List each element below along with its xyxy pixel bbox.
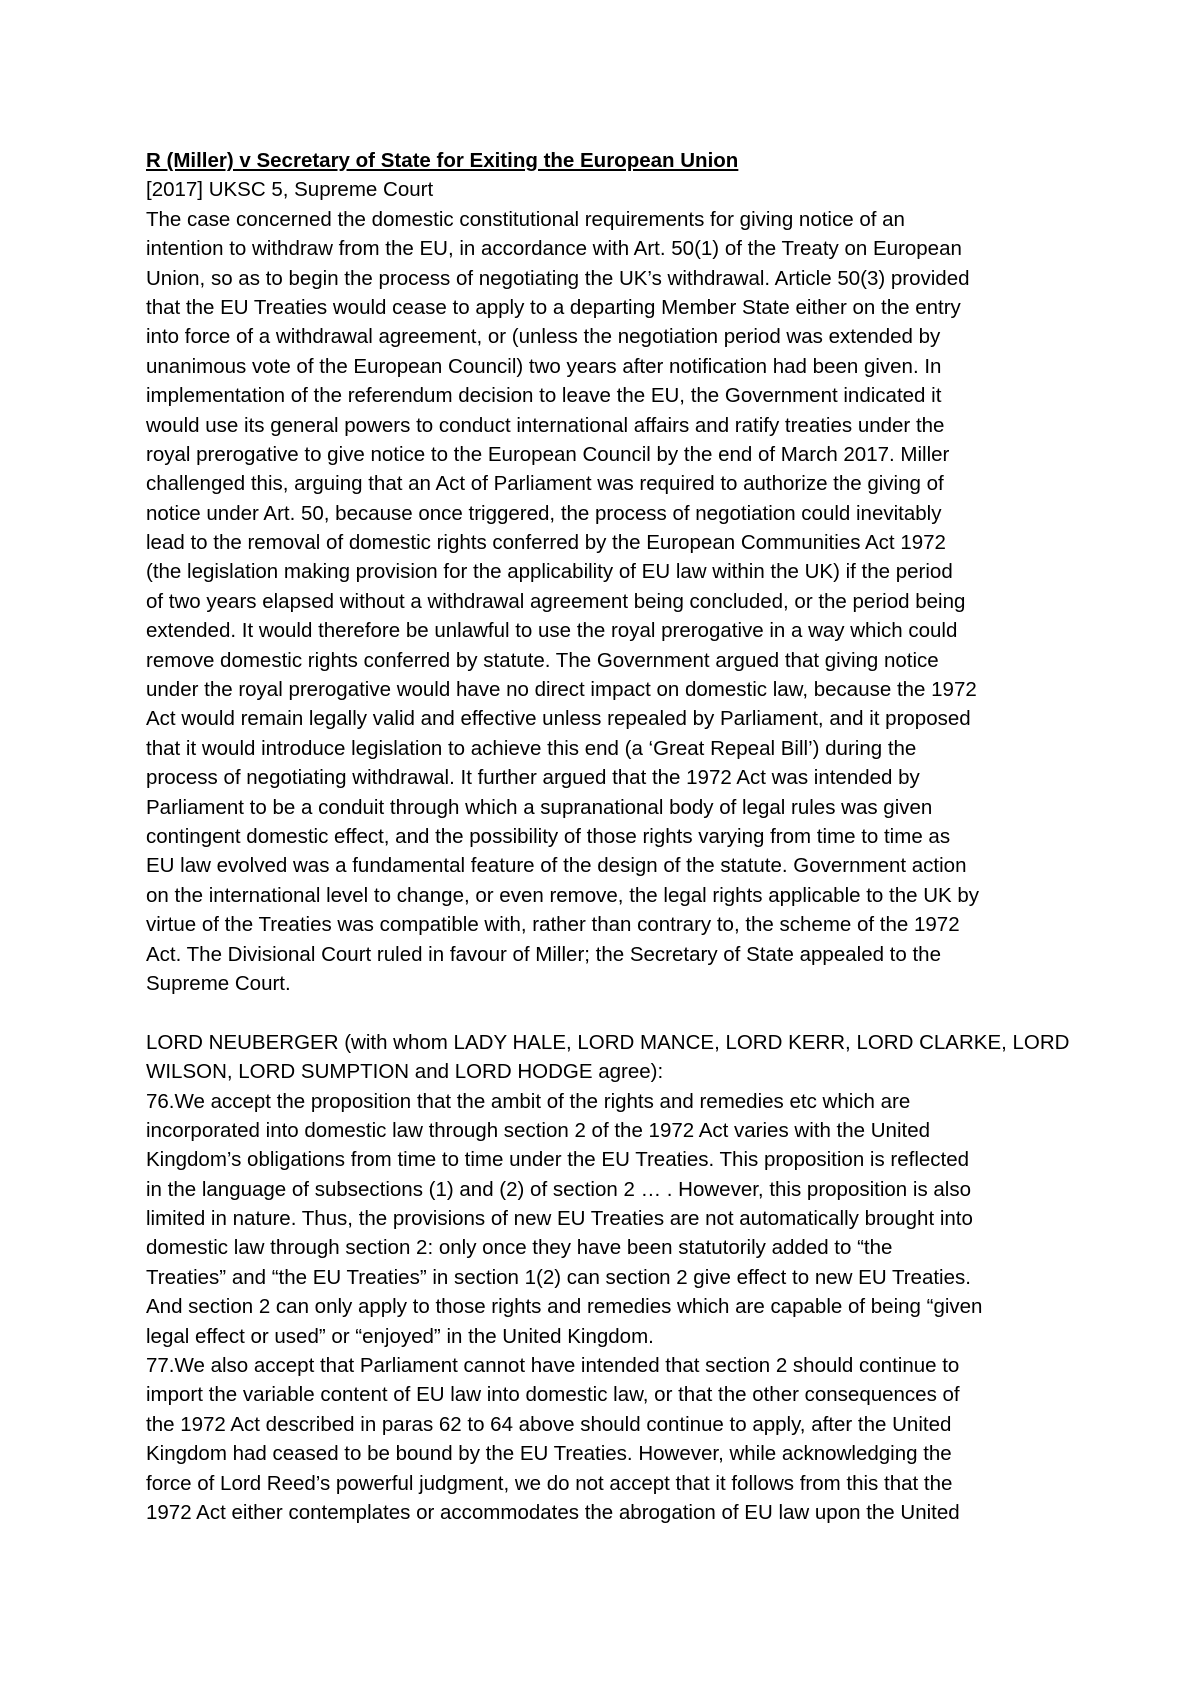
summary-line: remove domestic rights conferred by statute. The Government argued that giving notice (146, 648, 939, 672)
summary-line: lead to the removal of domestic rights conferred by the European Communities Act 1972 (146, 531, 946, 555)
summary-line: under the royal prerogative would have no direct impact on domestic law, because the 1972 (146, 678, 977, 702)
judgment-line: And section 2 can only apply to those rights and remedies which are capable of being “given (146, 1295, 983, 1319)
summary-line: that the EU Treaties would cease to apply to a departing Member State either on the entry (146, 295, 961, 319)
judgment-line: Kingdom had ceased to be bound by the EU Treaties. However, while acknowledging the (146, 1442, 952, 1466)
summary-line: royal prerogative to give notice to the European Council by the end of March 2017. Miller (146, 442, 950, 466)
summary-line: Act would remain legally valid and effective unless repealed by Parliament, and it proposed (146, 707, 971, 731)
judgment-extract (146, 1028, 1070, 1528)
judgment-line: 1972 Act either contemplates or accommodates the abrogation of EU law upon the United (146, 1500, 960, 1524)
judgment-line: legal effect or used” or “enjoyed” in the United Kingdom. (146, 1324, 654, 1348)
judgment-line: incorporated into domestic law through section 2 of the 1972 Act varies with the United (146, 1118, 931, 1142)
judgment-line: LORD NEUBERGER (with whom LADY HALE, LORD MANCE, LORD KERR, LORD CLARKE, LORD (146, 1030, 1070, 1054)
summary-line: into force of a withdrawal agreement, or (unless the negotiation period was extended by (146, 325, 941, 349)
summary-line: process of negotiating withdrawal. It further argued that the 1972 Act was intended by (146, 766, 920, 790)
summary-line: Act. The Divisional Court ruled in favour of Miller; the Secretary of State appealed to the (146, 942, 941, 966)
summary-line: implementation of the referendum decision to leave the EU, the Government indicated it (146, 384, 942, 408)
paragraph-gap (146, 998, 1066, 1027)
summary-line: virtue of the Treaties was compatible with, rather than contrary to, the scheme of the 1972 (146, 913, 960, 937)
summary-line: EU law evolved was a fundamental feature of the design of the statute. Government action (146, 854, 967, 878)
summary-line: of two years elapsed without a withdrawal agreement being concluded, or the period being (146, 589, 966, 613)
case-citation: [2017] UKSC 5, Supreme Court (146, 178, 434, 202)
summary-line: Supreme Court. (146, 971, 291, 995)
judgment-line: in the language of subsections (1) and (2) of section 2 … . However, this proposition is also (146, 1177, 972, 1201)
judgment-line: 77.We also accept that Parliament cannot have intended that section 2 should continue to (146, 1354, 960, 1378)
summary-line: challenged this, arguing that an Act of Parliament was required to authorize the giving of (146, 472, 944, 496)
judgment-line: Treaties” and “the EU Treaties” in section 1(2) can section 2 give effect to new EU Treaties. (146, 1265, 971, 1289)
case-summary (146, 205, 1066, 999)
summary-line: intention to withdraw from the EU, in accordance with Art. 50(1) of the Treaty on European (146, 237, 962, 261)
summary-line: would use its general powers to conduct international affairs and ratify treaties under the (146, 413, 945, 437)
judgment-line: domestic law through section 2: only once they have been statutorily added to “the (146, 1236, 893, 1260)
summary-line: Union, so as to begin the process of negotiating the UK’s withdrawal. Article 50(3) provided (146, 266, 970, 290)
judgment-line: WILSON, LORD SUMPTION and LORD HODGE agree): (146, 1060, 664, 1084)
judgment-line: the 1972 Act described in paras 62 to 64 above should continue to apply, after the United (146, 1412, 952, 1436)
case-title: R (Miller) v Secretary of State for Exiting the European Union (146, 149, 739, 172)
summary-line: on the international level to change, or even remove, the legal rights applicable to the UK by (146, 883, 980, 907)
summary-line: Parliament to be a conduit through which a supranational body of legal rules was given (146, 795, 933, 819)
summary-line: The case concerned the domestic constitutional requirements for giving notice of an (146, 207, 905, 231)
judgment-line: force of Lord Reed’s powerful judgment, we do not accept that it follows from this that the (146, 1471, 953, 1495)
judgment-line: import the variable content of EU law into domestic law, or that the other consequences of (146, 1383, 960, 1407)
summary-line: that it would introduce legislation to achieve this end (a ‘Great Repeal Bill’) during the (146, 736, 917, 760)
judgment-line: Kingdom’s obligations from time to time under the EU Treaties. This proposition is reflected (146, 1148, 970, 1172)
document-body (146, 146, 1070, 1527)
summary-line: extended. It would therefore be unlawful to use the royal prerogative in a way which could (146, 619, 958, 643)
summary-line: contingent domestic effect, and the possibility of those rights varying from time to time as (146, 824, 951, 848)
judgment-line: limited in nature. Thus, the provisions of new EU Treaties are not automatically brought into (146, 1207, 973, 1231)
summary-line: notice under Art. 50, because once triggered, the process of negotiation could inevitably (146, 501, 942, 525)
summary-line: unanimous vote of the European Council) two years after notification had been given. In (146, 354, 942, 378)
judgment-line: 76.We accept the proposition that the ambit of the rights and remedies etc which are (146, 1089, 911, 1113)
summary-line: (the legislation making provision for the applicability of EU law within the UK) if the period (146, 560, 953, 584)
